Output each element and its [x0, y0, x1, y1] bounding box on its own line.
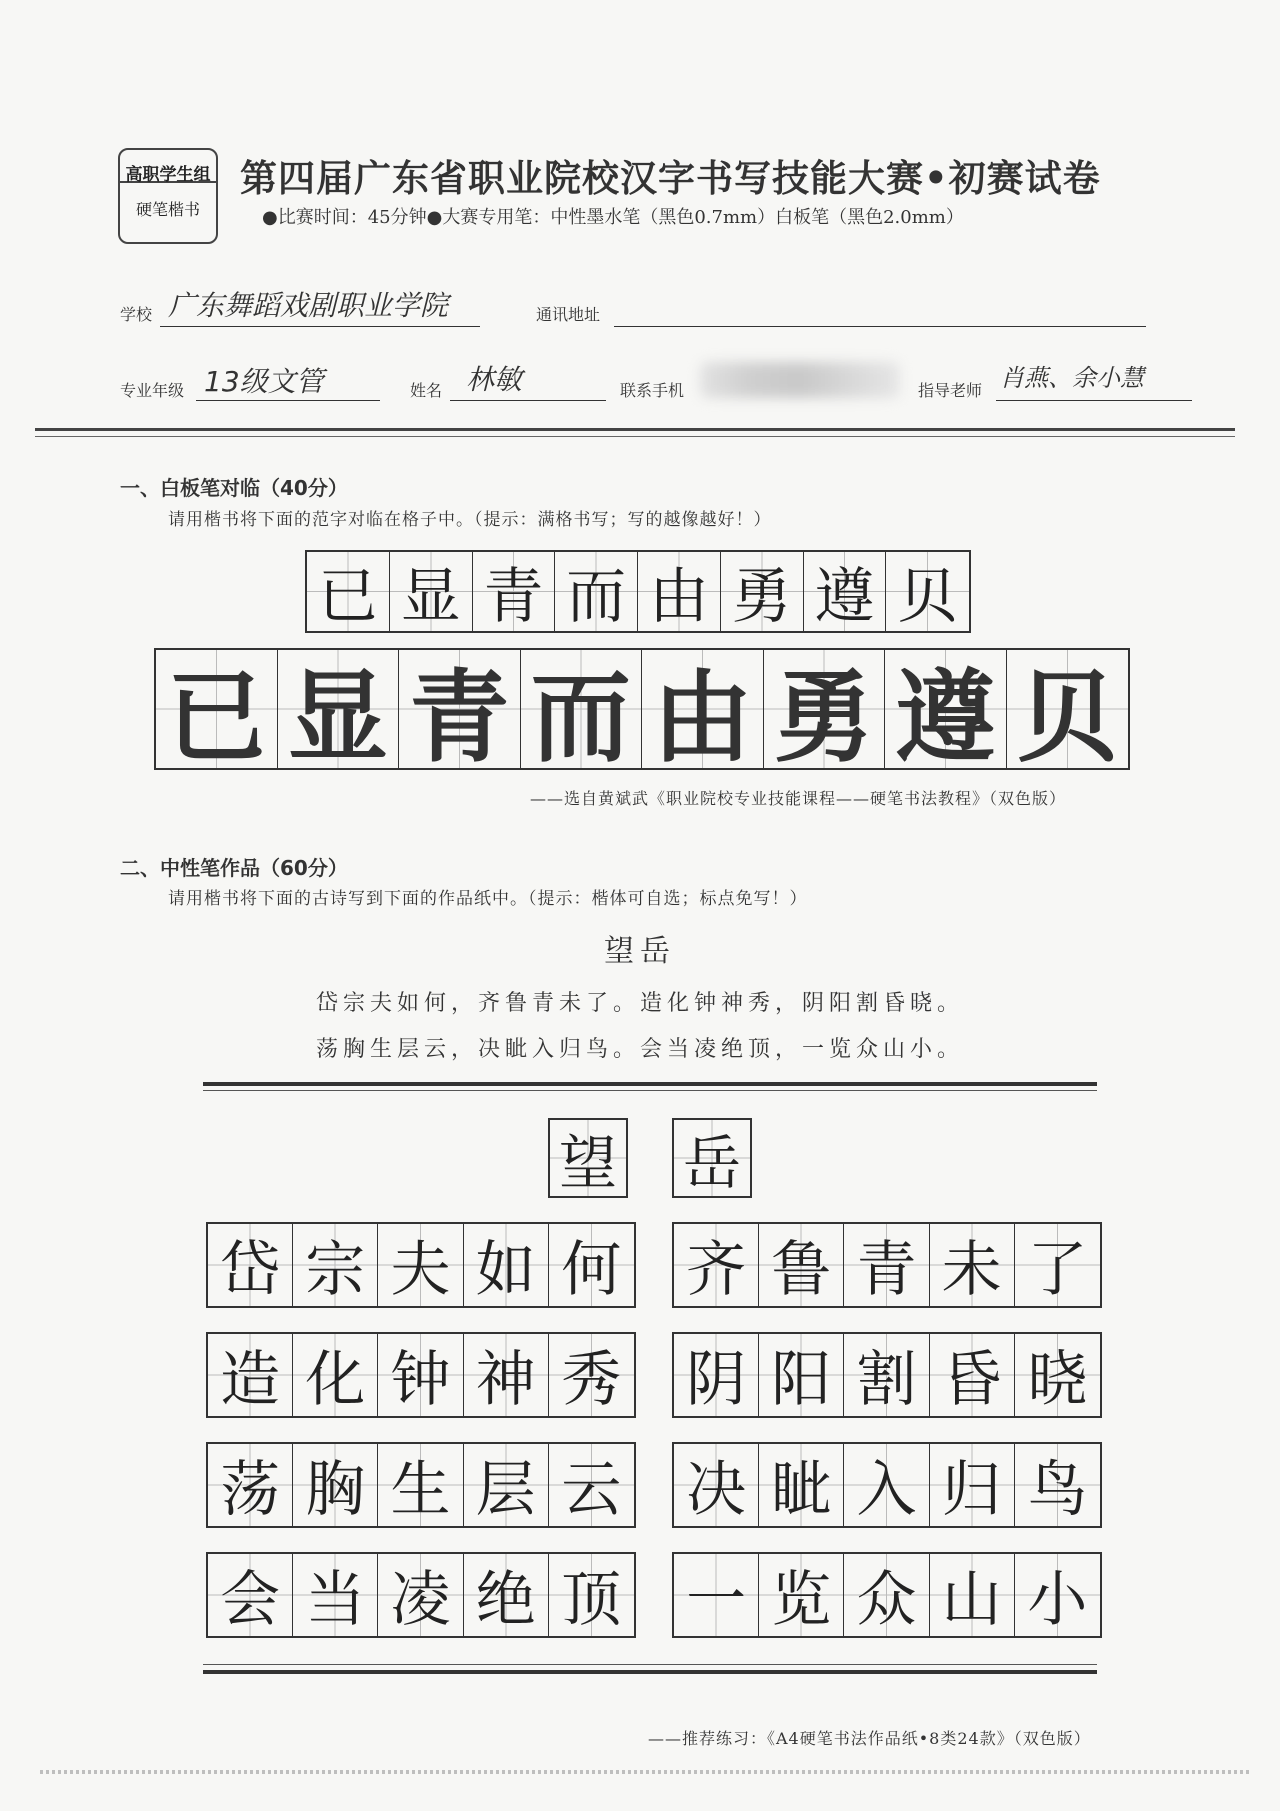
work-row-right: [672, 1442, 1102, 1528]
grid-cell[interactable]: [464, 1554, 549, 1636]
work-paper-bottom-border-thin: [203, 1664, 1097, 1665]
grid-cell[interactable]: [378, 1444, 463, 1526]
work-char: 胸: [305, 1455, 366, 1525]
section2-heading: 二、中性笔作品（60分）: [120, 856, 348, 880]
grid-cell[interactable]: [208, 1224, 293, 1306]
work-char: 层: [475, 1455, 536, 1525]
work-title-char: 岳: [682, 1129, 741, 1197]
work-char: 归: [941, 1455, 1002, 1525]
work-title-cell[interactable]: [672, 1118, 752, 1198]
model-cell: [399, 650, 521, 776]
teacher-value: 肖燕、余小慧: [1000, 364, 1144, 392]
phone-redacted: [700, 362, 900, 398]
handwritten-char: 遵: [814, 561, 875, 632]
work-row-right: [672, 1552, 1102, 1638]
work-char: 岱: [220, 1235, 281, 1305]
work-title-char: 望: [558, 1129, 617, 1197]
handwritten-char: 显: [400, 561, 461, 632]
section1-instruction: 请用楷书将下面的范字对临在格子中。（提示：满格书写；写的越像越好！）: [168, 510, 772, 530]
work-char: 眦: [771, 1455, 832, 1525]
phone-label: 联系手机: [620, 381, 685, 400]
model-cell: [642, 650, 764, 776]
work-char: 造: [220, 1345, 281, 1415]
work-char: 阳: [771, 1345, 832, 1415]
grid-cell[interactable]: [293, 1224, 378, 1306]
section1-heading: 一、白板笔对临（40分）: [120, 476, 348, 500]
school-value: 广东舞蹈戏剧职业学院: [168, 289, 449, 322]
work-row-left: [206, 1552, 636, 1638]
grid-cell[interactable]: [464, 1444, 549, 1526]
model-cell: [521, 650, 643, 776]
grid-cell[interactable]: [293, 1554, 378, 1636]
grid-cell[interactable]: [293, 1334, 378, 1416]
model-char: 已: [166, 659, 267, 776]
handwritten-char: 勇: [731, 561, 792, 632]
work-char: 顶: [561, 1565, 622, 1635]
grid-cell[interactable]: [638, 552, 721, 631]
grid-cell[interactable]: [674, 1224, 759, 1306]
grid-cell[interactable]: [759, 1554, 844, 1636]
work-char: 生: [390, 1455, 451, 1525]
teacher-label: 指导老师: [918, 381, 983, 400]
grid-cell[interactable]: [1015, 1224, 1100, 1306]
grid-cell[interactable]: [1015, 1554, 1100, 1636]
address-field[interactable]: [614, 292, 1146, 327]
grid-cell[interactable]: [549, 1444, 634, 1526]
work-char: 凌: [390, 1565, 451, 1635]
model-char: 由: [652, 659, 753, 776]
work-char: 阴: [686, 1345, 747, 1415]
work-char: 割: [856, 1345, 917, 1415]
group-seal: [118, 148, 218, 244]
grid-cell[interactable]: [844, 1444, 929, 1526]
grid-cell[interactable]: [759, 1224, 844, 1306]
work-rows: [0, 1222, 1280, 1642]
grid-cell[interactable]: [674, 1444, 759, 1526]
grid-cell[interactable]: [307, 552, 390, 631]
work-char: 昏: [941, 1345, 1002, 1415]
grid-cell[interactable]: [721, 552, 804, 631]
grid-cell[interactable]: [208, 1444, 293, 1526]
work-char: 青: [856, 1235, 917, 1305]
grid-cell[interactable]: [674, 1334, 759, 1416]
grid-cell[interactable]: [930, 1554, 1015, 1636]
grid-cell[interactable]: [464, 1334, 549, 1416]
model-cell: [278, 650, 400, 776]
work-row-right: [672, 1332, 1102, 1418]
model-cell: [1007, 650, 1129, 776]
work-paper-top-border-thin: [203, 1090, 1097, 1091]
grid-cell[interactable]: [674, 1554, 759, 1636]
work-char: 齐: [686, 1235, 747, 1305]
work-char: 宗: [305, 1235, 366, 1305]
grid-cell[interactable]: [844, 1554, 929, 1636]
model-grid: [154, 648, 1130, 776]
source-caption: ——选自黄斌武《职业院校专业技能课程——硬笔书法教程》（双色版）: [530, 789, 1067, 808]
exam-title: 第四届广东省职业院校汉字书写技能大赛•初赛试卷: [240, 156, 1101, 200]
handwritten-char: 而: [566, 561, 627, 632]
handwritten-char: 青: [483, 561, 544, 632]
school-label: 学校: [120, 305, 153, 324]
section2-instruction: 请用楷书将下面的古诗写到下面的作品纸中。（提示：楷体可自选；标点免写！）: [168, 889, 808, 909]
work-char: 小: [1027, 1565, 1088, 1635]
work-paper-bottom-border: [203, 1670, 1097, 1674]
grid-cell[interactable]: [674, 1120, 750, 1196]
grid-cell[interactable]: [464, 1224, 549, 1306]
work-char: 何: [561, 1235, 622, 1305]
work-char: 览: [771, 1565, 832, 1635]
work-char: 荡: [220, 1455, 281, 1525]
model-cell: [764, 650, 886, 776]
work-char: 一: [686, 1565, 747, 1635]
grid-cell[interactable]: [473, 552, 556, 631]
work-char: 鸟: [1027, 1455, 1088, 1525]
grid-cell[interactable]: [930, 1444, 1015, 1526]
model-char: 贝: [1017, 659, 1118, 776]
grid-cell[interactable]: [378, 1334, 463, 1416]
work-row-left: [206, 1222, 636, 1308]
grid-cell[interactable]: [555, 552, 638, 631]
grid-cell[interactable]: [549, 1224, 634, 1306]
grid-cell[interactable]: [390, 552, 473, 631]
divider-thin: [35, 436, 1235, 437]
grid-cell[interactable]: [208, 1334, 293, 1416]
handwritten-char: 已: [317, 561, 378, 632]
grid-cell[interactable]: [549, 1554, 634, 1636]
work-char: 云: [561, 1455, 622, 1525]
work-row-right: [672, 1222, 1102, 1308]
grid-cell[interactable]: [549, 1334, 634, 1416]
grid-cell[interactable]: [550, 1120, 626, 1196]
model-char: 勇: [773, 659, 874, 776]
footer-recommendation: ——推荐练习：《A4硬笔书法作品纸•8类24款》（双色版）: [648, 1729, 1091, 1748]
grid-cell[interactable]: [886, 552, 969, 631]
work-char: 钟: [390, 1345, 451, 1415]
grid-cell[interactable]: [844, 1224, 929, 1306]
grid-cell[interactable]: [804, 552, 887, 631]
name-label: 姓名: [410, 381, 443, 400]
grid-cell[interactable]: [930, 1224, 1015, 1306]
seal-group-text: 高职学生组: [120, 150, 216, 183]
name-value: 林敏: [466, 363, 523, 396]
model-cell: [156, 650, 278, 776]
grid-cell[interactable]: [759, 1444, 844, 1526]
grid-cell[interactable]: [378, 1224, 463, 1306]
work-row-left: [206, 1442, 636, 1528]
work-char: 化: [305, 1345, 366, 1415]
work-paper-top-border: [203, 1082, 1097, 1086]
seal-category-text: 硬笔楷书: [135, 200, 200, 219]
work-char: 鲁: [771, 1235, 832, 1305]
model-char: 遵: [895, 659, 996, 776]
work-char: 晓: [1027, 1345, 1088, 1415]
work-row-left: [206, 1332, 636, 1418]
grid-cell[interactable]: [1015, 1334, 1100, 1416]
work-char: 秀: [561, 1345, 622, 1415]
major-value: 13级文管: [204, 365, 324, 398]
grid-cell[interactable]: [293, 1444, 378, 1526]
grid-cell[interactable]: [1015, 1444, 1100, 1526]
work-char: 众: [856, 1565, 917, 1635]
poem-title: 望岳: [604, 934, 676, 969]
model-char: 显: [287, 659, 388, 776]
handwritten-char: 贝: [897, 561, 958, 632]
work-title-cell[interactable]: [548, 1118, 628, 1198]
handwritten-grid: [305, 550, 971, 633]
model-char: 青: [409, 659, 510, 776]
work-char: 未: [941, 1235, 1002, 1305]
work-char: 如: [475, 1235, 536, 1305]
work-char: 了: [1027, 1235, 1088, 1305]
handwritten-char: 由: [648, 561, 709, 632]
model-char: 而: [530, 659, 631, 776]
work-char: 会: [220, 1565, 281, 1635]
poem-line-1: 岱宗夫如何，齐鲁青未了。造化钟神秀，阴阳割昏晓。: [315, 991, 964, 1016]
work-char: 入: [856, 1455, 917, 1525]
grid-cell[interactable]: [208, 1554, 293, 1636]
work-char: 绝: [475, 1565, 536, 1635]
work-char: 夫: [390, 1235, 451, 1305]
grid-cell[interactable]: [844, 1334, 929, 1416]
work-char: 山: [941, 1565, 1002, 1635]
work-char: 决: [686, 1455, 747, 1525]
poem-line-2: 荡胸生层云，决眦入归鸟。会当凌绝顶，一览众山小。: [315, 1037, 964, 1062]
scan-edge-artifact: [40, 1770, 1250, 1774]
divider-thick: [35, 428, 1235, 431]
work-char: 当: [305, 1565, 366, 1635]
work-char: 神: [475, 1345, 536, 1415]
address-label: 通讯地址: [536, 305, 601, 324]
major-label: 专业年级: [120, 381, 185, 400]
grid-cell[interactable]: [930, 1334, 1015, 1416]
exam-subtitle: ●比赛时间：45分钟●大赛专用笔：中性墨水笔（黑色0.7mm）白板笔（黑色2.0mm）: [262, 207, 964, 228]
model-cell: [885, 650, 1007, 776]
grid-cell[interactable]: [378, 1554, 463, 1636]
grid-cell[interactable]: [759, 1334, 844, 1416]
